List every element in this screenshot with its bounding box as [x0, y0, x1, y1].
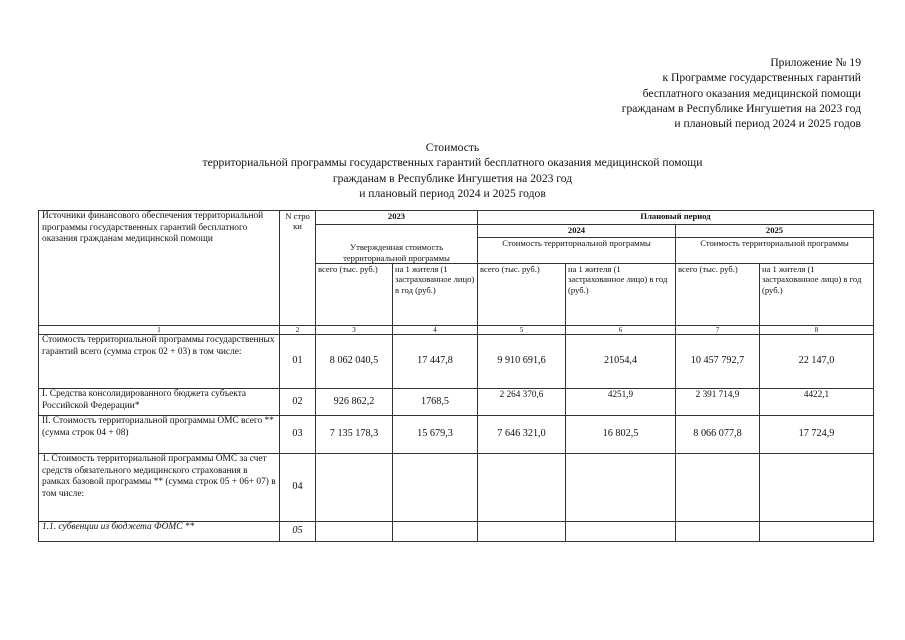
cell-per-capita-2023: 1768,5 — [393, 389, 478, 416]
cell-per-capita-2025: 17 724,9 — [760, 416, 874, 454]
title-line: и плановый период 2024 и 2025 годов — [359, 186, 546, 200]
row-code: 04 — [280, 454, 316, 522]
cell-per-capita-2025 — [760, 522, 874, 542]
row-label: Стоимость территориальной программы государственных гарантий всего (сумма строк 02 + 03) в том числе: — [39, 335, 280, 389]
header-per-capita-2025: на 1 жителя (1 застрахованное лицо) в год (руб.) — [760, 264, 874, 326]
cell-per-capita-2023: 15 679,3 — [393, 416, 478, 454]
cell-total-2023 — [316, 522, 393, 542]
title-line: территориальной программы государственных гарантий бесплатного оказания медицинской помощи — [202, 156, 703, 170]
cell-total-2024 — [478, 454, 566, 522]
table-row — [39, 416, 874, 454]
cost-table — [38, 210, 874, 542]
column-number: 7 — [676, 326, 760, 335]
cell-total-2025: 10 457 792,7 — [676, 335, 760, 389]
document-title — [0, 140, 905, 201]
cell-total-2023 — [316, 454, 393, 522]
row-code: 02 — [280, 389, 316, 416]
cell-total-2023: 926 862,2 — [316, 389, 393, 416]
table-row — [39, 389, 874, 416]
row-code: 01 — [280, 335, 316, 389]
row-code: 03 — [280, 416, 316, 454]
table-row — [39, 454, 874, 522]
header-year-2024: 2024 — [478, 225, 676, 238]
cell-per-capita-2024: 21054,4 — [566, 335, 676, 389]
cell-total-2025 — [676, 522, 760, 542]
appendix-line: и плановый период 2024 и 2025 годов — [674, 117, 861, 131]
cell-total-2024: 9 910 691,6 — [478, 335, 566, 389]
row-label: 1.1. субвенции из бюджета ФОМС ** — [39, 522, 280, 542]
column-number: 6 — [566, 326, 676, 335]
cell-per-capita-2025: 4422,1 — [760, 389, 874, 416]
cell-total-2025: 2 391 714,9 — [676, 389, 760, 416]
header-total-2025: всего (тыс. руб.) — [676, 264, 760, 326]
column-number: 8 — [760, 326, 874, 335]
column-number: 2 — [280, 326, 316, 335]
appendix-line: Приложение № 19 — [770, 56, 861, 69]
column-number: 3 — [316, 326, 393, 335]
header-approved-cost: Утвержденная стоимость территориальной программы — [316, 225, 478, 264]
table-row — [39, 522, 874, 542]
header-per-capita-2024: на 1 жителя (1 застрахованное лицо) в год (руб.) — [566, 264, 676, 326]
cell-per-capita-2023 — [393, 522, 478, 542]
row-label: II. Стоимость территориальной программы ОМС всего ** (сумма строк 04 + 08) — [39, 416, 280, 454]
row-label: 1. Стоимость территориальной программы ОМС за счет средств обязательного медицинского страхования в рамках базовой программы ** (сумма строк 05 + 06+ 07) в том числе: — [39, 454, 280, 522]
table-row — [39, 335, 874, 389]
header-year-2023: 2023 — [316, 211, 478, 225]
appendix-line: бесплатного оказания медицинской помощи — [642, 86, 861, 100]
row-code: 05 — [280, 522, 316, 542]
cell-total-2024 — [478, 522, 566, 542]
title-line: гражданам в Республике Ингушетия на 2023 год — [332, 171, 573, 185]
cell-total-2024: 7 646 321,0 — [478, 416, 566, 454]
cell-per-capita-2024 — [566, 454, 676, 522]
header-total-2024: всего (тыс. руб.) — [478, 264, 566, 326]
cell-total-2025 — [676, 454, 760, 522]
header-total-2023: всего (тыс. руб.) — [316, 264, 393, 326]
cell-per-capita-2024: 4251,9 — [566, 389, 676, 416]
column-number: 4 — [393, 326, 478, 335]
header-line-no: N стро ки — [280, 211, 316, 326]
column-number: 1 — [39, 326, 280, 335]
appendix-note — [622, 55, 861, 131]
cell-per-capita-2024 — [566, 522, 676, 542]
row-label: I. Средства консолидированного бюджета субъекта Российской Федерации* — [39, 389, 280, 416]
cell-total-2025: 8 066 077,8 — [676, 416, 760, 454]
appendix-line: к Программе государственных гарантий — [662, 71, 861, 85]
cell-per-capita-2025 — [760, 454, 874, 522]
cell-per-capita-2025: 22 147,0 — [760, 335, 874, 389]
header-sources: Источники финансового обеспечения территориальной программы государственных гарантий бесплатного оказания гражданам медицинской помощи — [39, 211, 280, 326]
header-cost-2025: Стоимость территориальной программы — [676, 238, 874, 264]
cell-total-2024: 2 264 370,6 — [478, 389, 566, 416]
cell-per-capita-2024: 16 802,5 — [566, 416, 676, 454]
title-line: Стоимость — [425, 141, 480, 154]
column-number-row — [39, 326, 874, 335]
cell-total-2023: 7 135 178,3 — [316, 416, 393, 454]
appendix-line: гражданам в Республике Ингушетия на 2023 год — [621, 101, 861, 115]
header-year-2025: 2025 — [676, 225, 874, 238]
header-planned-period: Плановый период — [478, 211, 874, 225]
cell-per-capita-2023: 17 447,8 — [393, 335, 478, 389]
cell-per-capita-2023 — [393, 454, 478, 522]
column-number: 5 — [478, 326, 566, 335]
cell-total-2023: 8 062 040,5 — [316, 335, 393, 389]
header-per-capita-2023: на 1 жителя (1 застрахованное лицо) в год (руб.) — [393, 264, 478, 326]
header-cost-2024: Стоимость территориальной программы — [478, 238, 676, 264]
